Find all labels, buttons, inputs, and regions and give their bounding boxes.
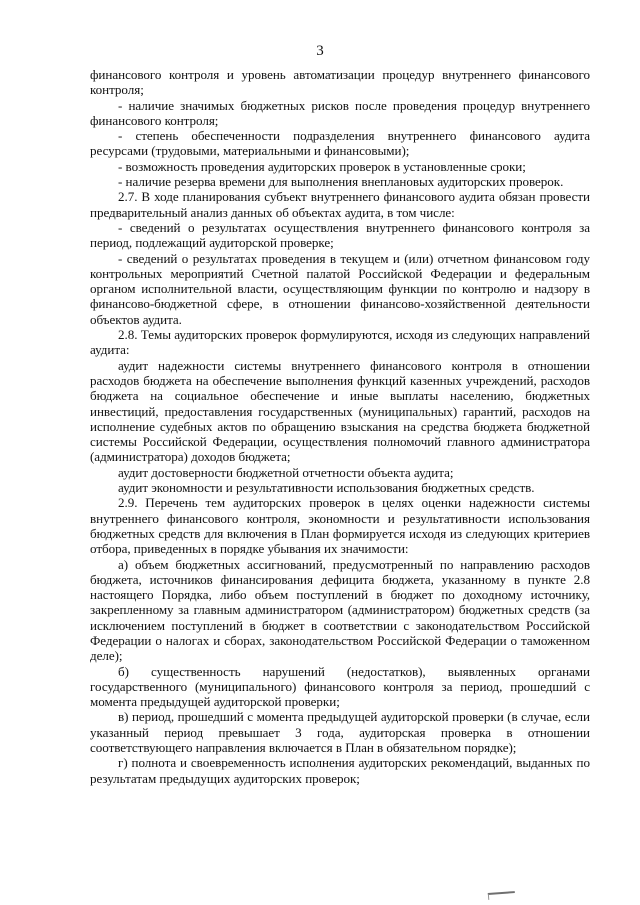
section-2-8: 2.8. Темы аудиторских проверок формулируются, исходя из следующих направлений аудита: [90, 327, 590, 358]
scan-artifact [488, 891, 515, 900]
audit-direction-efficiency: аудит экономности и результативности использования бюджетных средств. [118, 480, 535, 496]
criterion-g: г) полнота и своевременность исполнения аудиторских рекомендаций, выданных по результатам предыдущих аудиторских проверок; [90, 755, 590, 786]
section-2-7: 2.7. В ходе планирования субъект внутреннего финансового аудита обязан провести предварительный анализ данных об объектах аудита, в том числе: [90, 189, 590, 220]
page-number: 3 [316, 43, 324, 59]
document-body [90, 67, 590, 786]
list-item-risk: - наличие значимых бюджетных рисков после проведения процедур внутреннего финансового контроля; [90, 97, 590, 128]
list-item-resources: - степень обеспеченности подразделения внутреннего финансового аудита ресурсами (трудовыми, материальными и финансовыми); [90, 128, 590, 159]
paragraph-continuation: финансового контроля и уровень автоматизации процедур внутреннего финансового контроля; [90, 67, 590, 98]
criterion-a: а) объем бюджетных ассигнований, предусмотренный по направлению расходов бюджета, источников финансирования дефицита бюджета, указанному в пункте 2.8 настоящего Порядка, либо объем поступлений в бюджет по доходному источнику, закрепленному за главным администратором (администратором) бюджетных средств (за исключением поступлений в бюджет в соответствии с законодательством Российской Федерации о налогах и сборах, законодательством Российской Федерации о таможенном деле); [90, 556, 590, 664]
criterion-b: б) существенность нарушений (недостатков), выявленных органами государственного (муниципального) финансового контроля за период, прошедший с момента предыдущей аудиторской проверки; [90, 663, 590, 710]
audit-direction-reliability: аудит надежности системы внутреннего финансового контроля в отношении расходов бюджета на обеспечение выполнения функций казенных учреждений, расходов бюджета на социальное обеспечение и иные выплаты населению, бюджетных инвестиций, предоставления государственных (муниципальных) гарантий, расходов на исполнение судебных актов по обращению взыскания на средства бюджета бюджетной системы Российской Федерации, осуществления полномочий главного администратора (администратора) доходов бюджета; [90, 357, 590, 465]
criterion-v: в) период, прошедший с момента предыдущей аудиторской проверки (в случае, если указанный период превышает 3 года, аудиторская проверка в отношении соответствующего направления включается в План в обязательном порядке); [90, 709, 590, 756]
list-item-deadlines: - возможность проведения аудиторских проверок в установленные сроки; [118, 158, 526, 174]
list-item-control-results: - сведений о результатах осуществления внутреннего финансового контроля за период, подлежащий аудиторской проверке; [90, 219, 590, 251]
section-2-9: 2.9. Перечень тем аудиторских проверок в целях оценки надежности системы внутреннего финансового контроля, экономности и результативности использования бюджетных средств для включения в План формируется исходя из следующих критериев отбора, приведенных в порядке убывания их значимости: [90, 495, 590, 557]
audit-direction-reporting: аудит достоверности бюджетной отчетности объекта аудита; [118, 464, 454, 480]
list-item-audit-results: - сведений о результатах проведения в текущем и (или) отчетном финансовом году контрольных мероприятий Счетной палатой Российской Федерации и федеральным органом исполнительной власти, осуществляющим функции по контролю и надзору в финансово-бюджетной сфере, в отношении финансово-хозяйственной деятельности объектов аудита. [90, 250, 590, 327]
list-item-reserve-time: - наличие резерва времени для выполнения внеплановых аудиторских проверок. [118, 174, 564, 190]
